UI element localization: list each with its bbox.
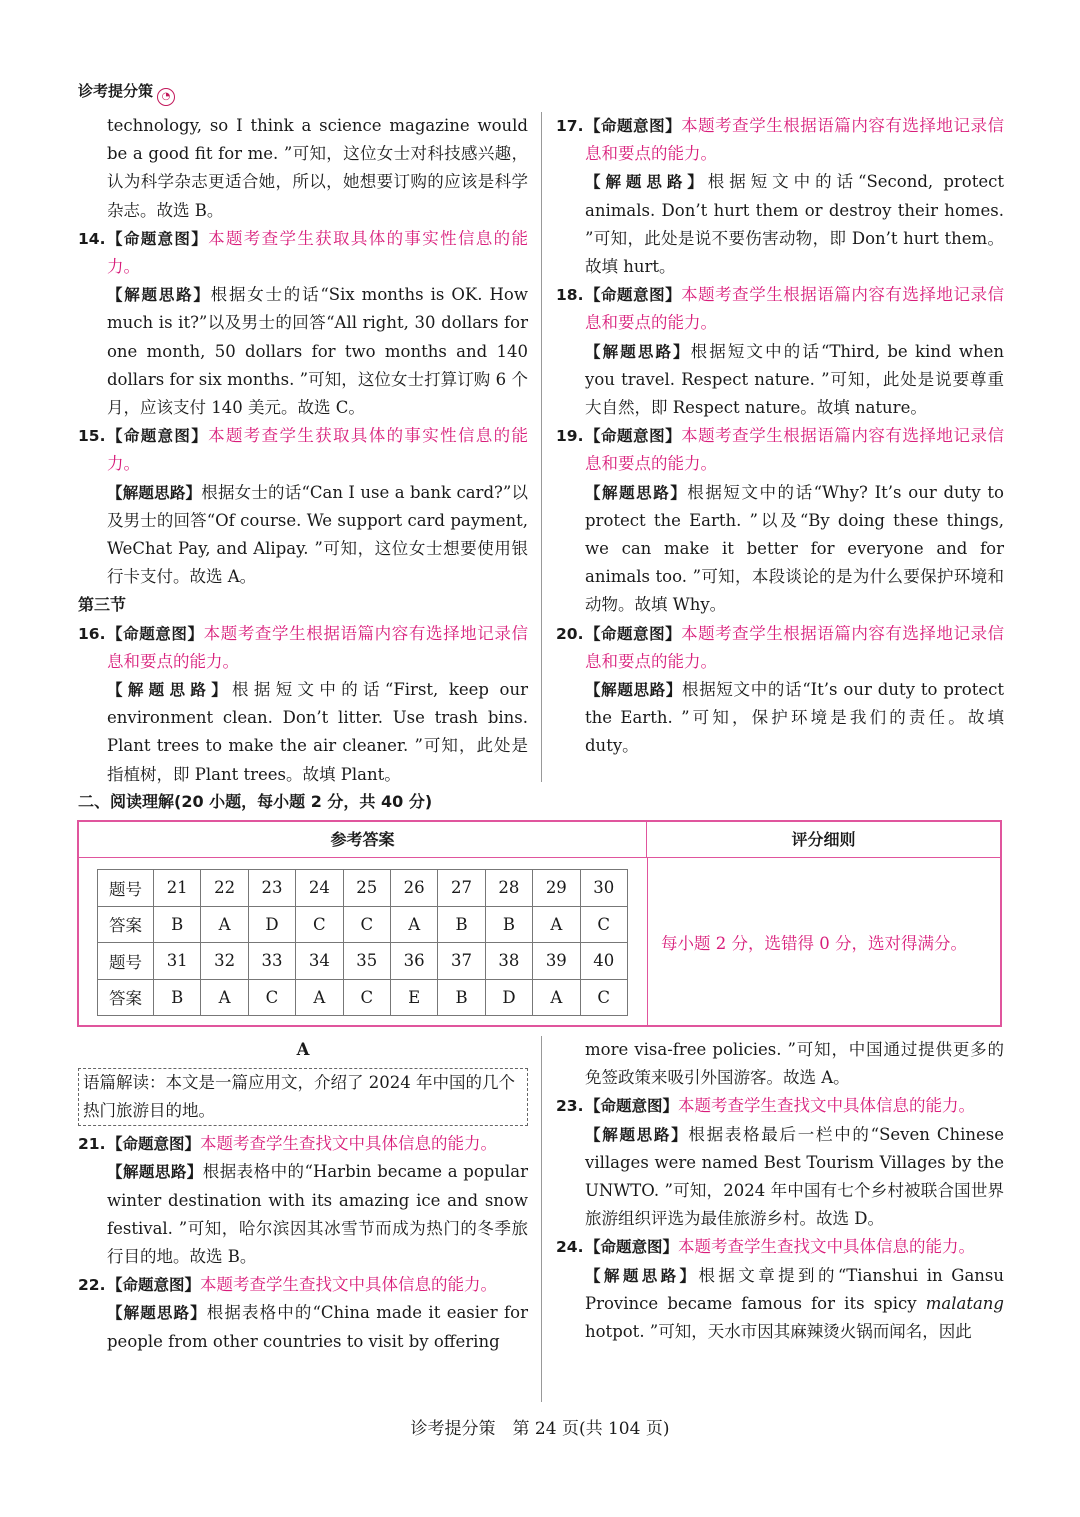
idea-text: 根据女士的话“Six months is OK. How much is it?”以及男士的回答“All right, 30 dollars for one month, 50 dollars for two months and 140 dollars for six months. ”可知，这位女士打算订购 6 个月，应该支付 140 美元。故选 C。 bbox=[107, 285, 528, 418]
answer-cell: 23 bbox=[248, 870, 295, 907]
passage-label: A bbox=[296, 1040, 310, 1059]
question-number: 20. bbox=[556, 624, 584, 643]
idea-tag: 【解题思路】 bbox=[107, 1304, 207, 1323]
question-23 bbox=[556, 1092, 1004, 1233]
idea-tag: 【解题思路】 bbox=[107, 1163, 203, 1182]
answer-key-box bbox=[77, 820, 1002, 1027]
answer-cell: 21 bbox=[154, 870, 201, 907]
question-20 bbox=[556, 620, 1004, 761]
answer-key-header: 参考答案 bbox=[79, 822, 647, 858]
answer-table-row bbox=[98, 979, 628, 1016]
answer-cell: 27 bbox=[438, 870, 485, 907]
intent-text: 本题考查学生获取具体的事实性信息的能力。 bbox=[107, 228, 528, 277]
intent-text: 本题考查学生查找文中具体信息的能力。 bbox=[678, 1096, 976, 1116]
idea-text: 根据短文中的话“It’s our duty to protect the Earth. ”可知，保护环境是我们的责任。故填 duty。 bbox=[585, 680, 1004, 756]
intent-text: 本题考查学生查找文中具体信息的能力。 bbox=[200, 1134, 498, 1154]
answer-cell: B bbox=[485, 906, 532, 943]
intent-text: 本题考查学生获取具体的事实性信息的能力。 bbox=[107, 426, 528, 474]
answer-cell: C bbox=[343, 979, 390, 1016]
answer-cell: A bbox=[296, 979, 343, 1016]
answer-cell: C bbox=[296, 906, 343, 943]
idea-tag: 【解题思路】 bbox=[107, 286, 211, 305]
answer-cell: 25 bbox=[343, 870, 390, 907]
scoring-note: 每小题 2 分，选错得 0 分，选对得满分。 bbox=[661, 934, 967, 953]
answer-cell: 38 bbox=[485, 943, 532, 980]
intent-tag: 【命题意图】 bbox=[585, 1097, 679, 1116]
intent-tag: 【命题意图】 bbox=[585, 286, 682, 305]
paragraph: more visa-free policies. ”可知，中国通过提供更多的免签政策来吸引外国游客。故选 A。 bbox=[585, 1040, 1004, 1088]
intent-tag: 【命题意图】 bbox=[585, 117, 682, 135]
idea-italic-term: malatang bbox=[925, 1293, 1004, 1313]
answer-cell: A bbox=[533, 979, 580, 1016]
question-16 bbox=[78, 620, 528, 789]
column-divider bbox=[541, 112, 542, 782]
answer-cell: E bbox=[390, 979, 437, 1016]
idea-tag: 【解题思路】 bbox=[585, 1125, 689, 1144]
question-18 bbox=[556, 281, 1004, 422]
intent-text: 本题考查学生查找文中具体信息的能力。 bbox=[678, 1237, 976, 1257]
idea-tag: 【解题思路】 bbox=[585, 681, 683, 700]
answer-cell: 29 bbox=[533, 870, 580, 907]
answer-cell: C bbox=[580, 979, 627, 1016]
question-number: 16. bbox=[78, 624, 106, 643]
question-24 bbox=[556, 1233, 1004, 1346]
intent-text: 本题考查学生根据语篇内容有选择地记录信息和要点的能力。 bbox=[585, 426, 1004, 474]
idea-text: 根据女士的话“Can I use a bank card?”以及男士的回答“Of course. We support card payment, WeChat Pay, and Alipay. ”可知，这位女士想要使用银行卡支付。故选 A。 bbox=[107, 482, 528, 587]
answer-cell: B bbox=[154, 979, 201, 1016]
answer-cell: A bbox=[533, 906, 580, 943]
answer-cell: 33 bbox=[248, 943, 295, 980]
idea-text: 根据表格中的“Harbin became a popular winter destination with its amazing ice and snow festival. ”可知，哈尔滨因其冰雪节而成为热门的冬季旅行目的地。故选 B。 bbox=[107, 1162, 528, 1267]
answer-table-row bbox=[98, 906, 628, 943]
question-number: 17. bbox=[556, 117, 584, 135]
answer-cell: C bbox=[343, 906, 390, 943]
question-number: 21. bbox=[78, 1135, 106, 1154]
answer-cell: 34 bbox=[296, 943, 343, 980]
row-label: 题号 bbox=[98, 943, 154, 980]
intent-text: 本题考查学生根据语篇内容有选择地记录信息和要点的能力。 bbox=[107, 623, 528, 671]
answer-cell: A bbox=[201, 906, 248, 943]
question-number: 24. bbox=[556, 1238, 584, 1257]
question-number: 14. bbox=[78, 229, 106, 248]
intent-text: 本题考查学生查找文中具体信息的能力。 bbox=[200, 1275, 498, 1295]
idea-text: 根据短文中的话“Second, protect animals. Don’t hurt them or destroy their homes. ”可知，此处是说不要伤害动物，即 Don’t hurt them。故填 hurt。 bbox=[585, 172, 1004, 277]
intent-tag: 【命题意图】 bbox=[107, 427, 209, 446]
idea-text: 根据短文中的话“Why? It’s our duty to protect the Earth. ”以及“By doing these things, we can make it better for everyone and for animals too. ”可知，本段谈论的是为什么要保护环境和动物。故填 Why。 bbox=[585, 482, 1004, 615]
question-number: 18. bbox=[556, 286, 584, 305]
intent-tag: 【命题意图】 bbox=[585, 1238, 679, 1257]
answer-cell: D bbox=[248, 906, 295, 943]
scoring-rules-header: 评分细则 bbox=[647, 822, 1000, 858]
row-label: 答案 bbox=[98, 906, 154, 943]
intent-tag: 【命题意图】 bbox=[585, 427, 682, 446]
left-column-top bbox=[78, 112, 528, 789]
idea-tag: 【解题思路】 bbox=[585, 342, 691, 361]
answer-table-row bbox=[98, 943, 628, 980]
answer-cell: 30 bbox=[580, 870, 627, 907]
right-column-bottom bbox=[556, 1036, 1004, 1346]
intent-tag: 【命题意图】 bbox=[107, 1135, 201, 1154]
question-22 bbox=[78, 1271, 528, 1356]
answer-cell: C bbox=[248, 979, 295, 1016]
idea-text: 根据文章提到的“Tianshui in Gansu Province became famous for its spicy bbox=[585, 1265, 1004, 1313]
answer-cell: 22 bbox=[201, 870, 248, 907]
intent-tag: 【命题意图】 bbox=[107, 1276, 201, 1295]
right-column-top bbox=[556, 112, 1004, 761]
answer-cell: D bbox=[485, 979, 532, 1016]
idea-text: hotpot. ”可知，天水市因其麻辣烫火锅而闻名，因此 bbox=[585, 1322, 972, 1342]
page-footer: 诊考提分策 第 24 页(共 104 页) bbox=[410, 1419, 670, 1439]
question-17 bbox=[556, 112, 1004, 281]
row-label: 答案 bbox=[98, 979, 154, 1016]
answer-cell: 39 bbox=[533, 943, 580, 980]
idea-tag: 【解题思路】 bbox=[585, 173, 708, 192]
paragraph: technology, so I think a science magazine would be a good fit for me. ”可知，这位女士对科技感兴趣，认为科学杂志更适合她，所以，她想要订购的应该是科学杂志。故选 B。 bbox=[107, 116, 528, 220]
answer-cell: C bbox=[580, 906, 627, 943]
column-divider bbox=[541, 1036, 542, 1402]
intent-text: 本题考查学生根据语篇内容有选择地记录信息和要点的能力。 bbox=[585, 623, 1004, 671]
brand-logo-icon: ◔ bbox=[157, 88, 175, 106]
intent-text: 本题考查学生根据语篇内容有选择地记录信息和要点的能力。 bbox=[585, 285, 1004, 333]
page-header bbox=[78, 80, 175, 106]
intent-text: 本题考查学生根据语篇内容有选择地记录信息和要点的能力。 bbox=[585, 116, 1004, 164]
section-2-heading: 二、阅读理解(20 小题，每小题 2 分，共 40 分) bbox=[78, 792, 433, 811]
header-title: 诊考提分策 bbox=[78, 82, 154, 100]
answer-cell: 28 bbox=[485, 870, 532, 907]
answer-table-row bbox=[98, 870, 628, 907]
answer-cell: 35 bbox=[343, 943, 390, 980]
answer-cell: A bbox=[390, 906, 437, 943]
row-label: 题号 bbox=[98, 870, 154, 907]
answer-cell: 32 bbox=[201, 943, 248, 980]
idea-text: 根据短文中的话“Third, be kind when you travel. Respect nature. ”可知，此处是说要尊重大自然，即 Respect nature。故填 nature。 bbox=[585, 341, 1004, 418]
answer-cell: 37 bbox=[438, 943, 485, 980]
section-heading: 第三节 bbox=[78, 595, 127, 615]
answer-cell: B bbox=[438, 979, 485, 1016]
idea-text: 根据表格最后一栏中的“Seven Chinese villages were named Best Tourism Villages by the UNWTO. ”可知，2024 年中国有七个乡村被联合国世界旅游组织评选为最佳旅游乡村。故选 D。 bbox=[585, 1124, 1004, 1229]
question-number: 22. bbox=[78, 1276, 106, 1295]
question-19 bbox=[556, 422, 1004, 619]
answer-cell: B bbox=[438, 906, 485, 943]
idea-tag: 【解题思路】 bbox=[585, 1266, 699, 1285]
answer-cell: 24 bbox=[296, 870, 343, 907]
idea-tag: 【解题思路】 bbox=[107, 681, 233, 700]
question-number: 23. bbox=[556, 1097, 584, 1116]
left-column-bottom bbox=[78, 1036, 528, 1356]
intent-tag: 【命题意图】 bbox=[107, 229, 209, 248]
idea-text: 根据表格中的“China made it easier for people from other countries to visit by offering bbox=[107, 1303, 528, 1351]
answer-cell: 40 bbox=[580, 943, 627, 980]
passage-summary: 语篇解读：本文是一篇应用文，介绍了 2024 年中国的几个热门旅游目的地。 bbox=[78, 1068, 528, 1126]
box-divider bbox=[647, 858, 648, 1025]
answer-cell: 31 bbox=[154, 943, 201, 980]
idea-tag: 【解题思路】 bbox=[585, 483, 688, 502]
idea-text: 根据短文中的话“First, keep our environment clean. Don’t litter. Use trash bins. Plant trees to make the air cleaner. ”可知，此处是指植树，即 Plant trees。故填 Plant。 bbox=[107, 680, 528, 784]
answer-cell: A bbox=[201, 979, 248, 1016]
question-21 bbox=[78, 1130, 528, 1271]
intent-tag: 【命题意图】 bbox=[107, 624, 204, 643]
answer-cell: B bbox=[154, 906, 201, 943]
answer-table bbox=[97, 869, 628, 1016]
idea-tag: 【解题思路】 bbox=[107, 483, 202, 502]
answer-cell: 26 bbox=[390, 870, 437, 907]
answer-cell: 36 bbox=[390, 943, 437, 980]
question-15 bbox=[78, 422, 528, 591]
question-number: 19. bbox=[556, 427, 584, 446]
question-number: 15. bbox=[78, 427, 106, 446]
intent-tag: 【命题意图】 bbox=[585, 624, 682, 643]
question-14 bbox=[78, 225, 528, 422]
